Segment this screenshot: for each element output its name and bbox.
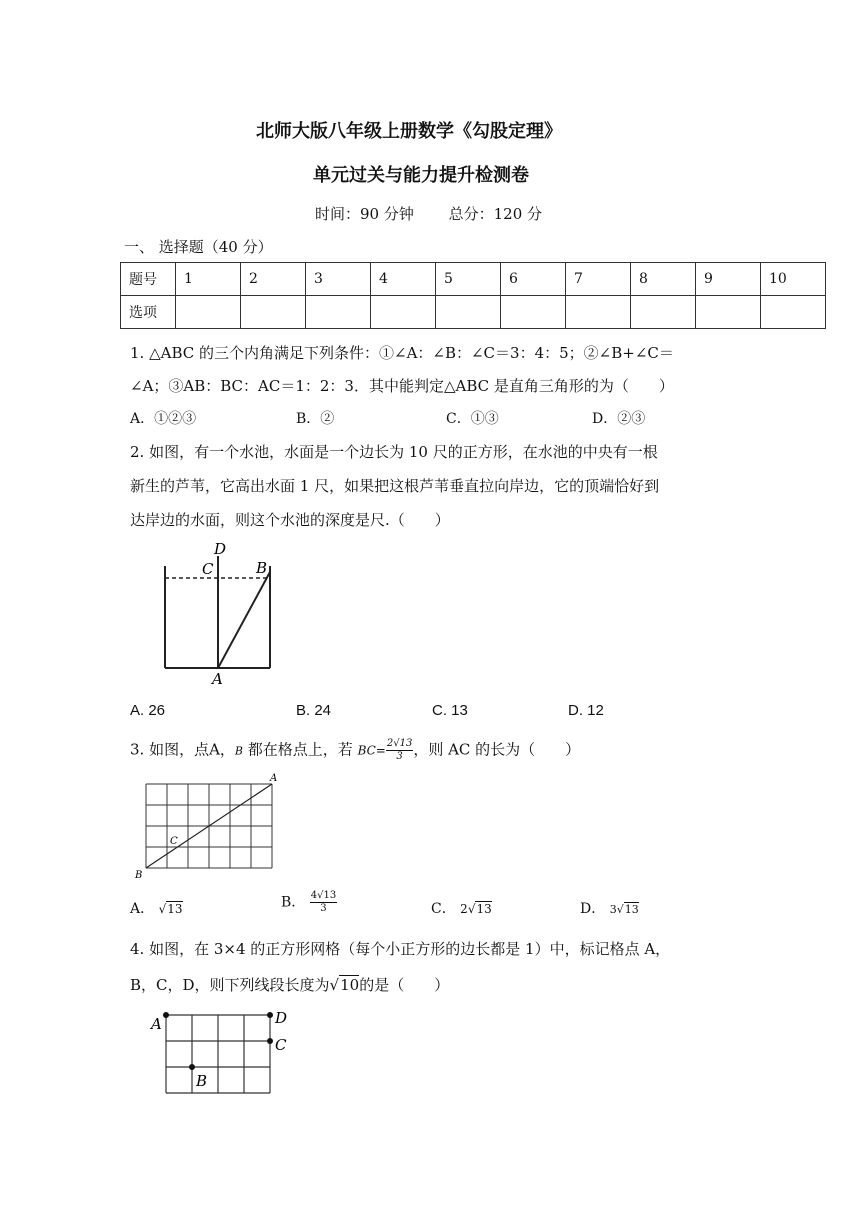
q3-option-c — [431, 898, 492, 918]
page-title: 北师大版八年级上册数学《勾股定理》 — [256, 121, 562, 142]
point-a — [163, 1012, 169, 1018]
table-cell: 10 — [761, 263, 826, 296]
q1-option-b: B．② — [296, 411, 335, 427]
q3-bc: BC= — [357, 743, 386, 758]
sqrt-expr: √13 — [158, 902, 183, 916]
fraction-numerator: 2√13 — [386, 738, 413, 749]
table-row — [121, 263, 826, 296]
point-c — [267, 1038, 273, 1044]
sqrt-coefficient: 3 — [609, 903, 617, 916]
answer-cell[interactable] — [241, 296, 306, 329]
q4-line2 — [130, 974, 449, 995]
sqrt-coefficient: 2 — [460, 902, 468, 916]
page-subtitle: 单元过关与能力提升检测卷 — [313, 165, 529, 186]
q4-line2-prefix: B，C，D，则下列线段长度为 — [130, 976, 330, 994]
option-label: A． — [130, 901, 155, 917]
q1-option-c: C．①③ — [446, 411, 499, 427]
label-c: C — [202, 560, 214, 578]
point-b — [189, 1064, 195, 1070]
sqrt-radicand: 13 — [476, 902, 492, 916]
q4-line2-suffix: 的是（ ） — [359, 976, 450, 994]
q2-line1: 2. 如图，有一个水池，水面是一个边长为 10 尺的正方形，在水池的中央有一根 — [130, 443, 658, 461]
answer-cell[interactable] — [566, 296, 631, 329]
table-cell: 6 — [501, 263, 566, 296]
q3-point-b: B — [234, 744, 244, 758]
q3-option-d — [580, 898, 639, 918]
label-d: D — [275, 1009, 288, 1027]
table-cell: 5 — [436, 263, 501, 296]
q1-line1: 1. △ABC 的三个内角满足下列条件：①∠A：∠B：∠C＝3：4：5；②∠B+∠C＝ — [130, 344, 674, 362]
answer-cell[interactable] — [501, 296, 566, 329]
sqrt-expr: 3√13 — [609, 903, 639, 916]
sqrt-expr: 2√13 — [460, 902, 492, 916]
sqrt-expr: √10 — [329, 976, 360, 994]
option-label: C． — [431, 901, 456, 917]
table-cell: 题号 — [121, 263, 176, 296]
label-b: B — [196, 1072, 208, 1090]
label-b: B — [135, 870, 143, 881]
answer-cell[interactable] — [696, 296, 761, 329]
label-d: D — [214, 540, 227, 558]
q2-option-b: B. 24 — [296, 702, 332, 719]
answer-cell[interactable] — [631, 296, 696, 329]
table-cell: 8 — [631, 263, 696, 296]
q3-mid: 都在格点上，若 — [243, 740, 358, 759]
answer-cell[interactable] — [436, 296, 501, 329]
table-cell: 选项 — [121, 296, 176, 329]
q3-suffix: ，则 AC 的长为（ ） — [413, 740, 581, 759]
option-label: B． — [281, 894, 306, 911]
section-heading: 一、 选择题（40 分） — [124, 238, 273, 256]
label-a: A — [212, 670, 223, 686]
fraction-denominator: 3 — [320, 903, 327, 914]
point-d — [267, 1012, 273, 1018]
label-a: A — [151, 1015, 162, 1033]
answer-table — [120, 262, 826, 329]
q1-line2: ∠A；③AB：BC：AC＝1：2：3．其中能判定△ABC 是直角三角形的为（ ） — [130, 377, 674, 395]
grid-figure-q4 — [148, 1008, 298, 1104]
q3-prefix: 3. 如图，点A， — [130, 740, 235, 759]
q2-option-c: C. 13 — [432, 702, 468, 719]
table-cell: 1 — [176, 263, 241, 296]
q3-option-b — [281, 890, 337, 915]
table-cell: 4 — [371, 263, 436, 296]
sqrt-radicand: 13 — [624, 903, 639, 916]
q3-option-a — [130, 898, 183, 918]
grid-figure-q3 — [132, 770, 282, 882]
table-row — [121, 296, 826, 329]
label-c: C — [275, 1036, 287, 1054]
fraction-numerator: 4√13 — [310, 890, 337, 901]
answer-cell[interactable] — [761, 296, 826, 329]
q4-line1: 4. 如图，在 3×4 的正方形网格（每个小正方形的边长都是 1）中，标记格点 A， — [130, 940, 671, 958]
option-label: D． — [580, 901, 606, 917]
q2-line2: 新生的芦苇，它高出水面 1 尺，如果把这根芦苇垂直拉向岸边，它的顶端恰好到 — [130, 477, 660, 495]
grid-lines — [166, 1015, 270, 1093]
table-cell: 3 — [306, 263, 371, 296]
sqrt-radicand: 13 — [167, 902, 183, 916]
label-a: A — [270, 773, 278, 784]
table-cell: 2 — [241, 263, 306, 296]
q1-option-d: D．②③ — [592, 411, 646, 427]
table-cell: 7 — [566, 263, 631, 296]
answer-cell[interactable] — [306, 296, 371, 329]
answer-cell[interactable] — [176, 296, 241, 329]
q3-bc-fraction — [386, 738, 413, 763]
sqrt-radicand: 10 — [340, 976, 360, 994]
fraction-expr — [310, 890, 337, 915]
table-cell: 9 — [696, 263, 761, 296]
pulled-reed-line — [218, 572, 270, 668]
answer-cell[interactable] — [371, 296, 436, 329]
q2-option-a: A. 26 — [130, 702, 166, 719]
q3-stem — [130, 738, 580, 763]
label-c: C — [170, 836, 178, 847]
q2-option-d: D. 12 — [568, 702, 604, 719]
pool-figure — [150, 536, 290, 686]
q1-option-a: A．①②③ — [130, 411, 197, 427]
fraction-denominator: 3 — [396, 751, 403, 762]
exam-meta: 时间：90 分钟 总分：120 分 — [315, 205, 543, 223]
q2-line3: 达岸边的水面，则这个水池的深度是尺.（ ） — [130, 511, 450, 529]
label-b: B — [256, 559, 268, 577]
